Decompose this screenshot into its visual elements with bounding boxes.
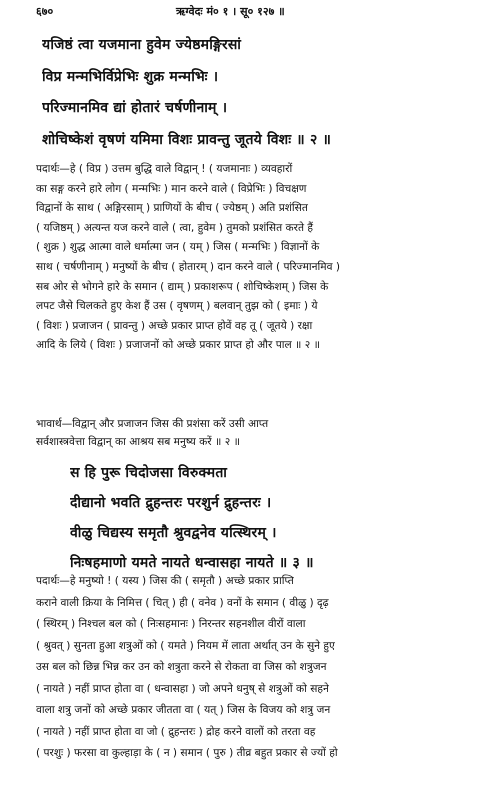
- text-line: ( विशः ) प्रजाजन ( प्रावन्तु ) अच्छे प्रकार प्राप्त होवें वह तू ( जूतये ) रक्षा: [36, 319, 313, 332]
- mantra-line: निःषहमाणो यमते नायते धन्वासहा नायते ॥ ३ ॥: [70, 555, 314, 571]
- page-number: ६७०: [36, 5, 54, 18]
- text-line: सर्वशास्त्रवेत्ता विद्वान् का आश्रय सब मनुष्य करें ॥ २ ॥: [36, 436, 240, 448]
- text-line: आदि के लिये ( विशः ) प्रजाजनों को अच्छे प्रकार प्राप्त हो और पाल ॥ २ ॥: [36, 339, 320, 352]
- page-header: [36, 4, 459, 22]
- text-line: पदार्थः—हे ( विप्र ) उत्तम बुद्धि वाले विद्वान् ! ( यजमानाः ) व्यवहारों: [36, 163, 293, 175]
- mantra-3: [70, 458, 489, 578]
- text-line: वाला शत्रु जनों को अच्छे प्रकार जीतता वा ( यत् ) जिस के विजय को शत्रु जन: [36, 704, 331, 716]
- mantra-line: यजिष्ठं त्वा यजमाना हुवेम ज्येष्ठमङ्गिरसां: [42, 37, 242, 53]
- text-line: ( श्रुवत् ) सुनता हुआ शत्रुओं को ( यमते ) नियम में लाता अर्थात् उन के सुने हुए: [36, 639, 335, 652]
- mantra-line: वीळु चिद्यस्य समृतौ श्रुवद्वनेव यत्स्थिरम् ।: [70, 525, 277, 541]
- mantra-line: परिज्मानमिव द्यां होतारं चर्षणीनाम् ।: [42, 100, 228, 116]
- text-line: सब ओर से भोगने हारे के समान ( द्याम् ) प्रकाशरूप ( शोचिष्केशम् ) जिस के: [36, 280, 329, 293]
- text-line: ( शुक्र ) शुद्ध आत्मा वाले धर्मात्मा जन ( यम् ) जिस ( मन्मभिः ) विज्ञानों के: [36, 241, 320, 254]
- bhavartha-paragraph-2: [36, 415, 476, 451]
- text-line: उस बल को छिन्न भिन्न कर उन को शत्रुता करने से रोकता वा जिस को शत्रुजन: [36, 661, 327, 673]
- running-header-reference: ऋग्वेदः मं० १ । सू० १२७ ॥: [176, 5, 285, 18]
- mantra-2: [42, 30, 489, 156]
- text-line: कराने वाली क्रिया के निमित्त ( चित् ) ही ( वनेव ) वनों के समान ( वीळु ) दृढ़: [36, 596, 329, 609]
- text-line: पदार्थः—हे मनुष्यो ! ( यस्य ) जिस की ( समृतौ ) अच्छे प्रकार प्राप्ति: [36, 575, 294, 587]
- text-line: ( स्थिरम् ) निश्चल बल को ( निःसहमानः ) निरन्तर सहनशील वीरों वाला: [36, 618, 306, 630]
- mantra-line: दीद्यानो भवति द्रुहन्तरः परशुर्न द्रुहन्तरः ।: [70, 495, 272, 511]
- padartha-paragraph-2: [36, 160, 476, 356]
- mantra-line: शोचिष्केशं वृषणं यमिमा विशः प्रावन्तु जूतये विशः ॥ २ ॥: [42, 131, 332, 148]
- text-line: साथ ( चर्षणीनाम् ) मनुष्यों के बीच ( होतारम् ) दान करने वाले ( परिज्मानमिव ): [36, 260, 341, 273]
- text-line: भावार्थ—विद्वान् और प्रजाजन जिस की प्रशंसा करें उसी आप्त: [36, 418, 269, 430]
- text-line: ( यजिष्ठम् ) अत्यन्त यज करने वाले ( त्वा, हुवेम ) तुमको प्रशंसित करते हैं: [36, 221, 313, 234]
- text-line: ( परशुः ) फरसा वा कुल्हाड़ा के ( न ) समान ( पुरु ) तीव्र बहुत प्रकार से ज्यों हो: [36, 747, 338, 759]
- text-line: का सङ्ग करने हारे लोग ( मन्मभिः ) मान करने वाले ( विप्रेभिः ) विचक्षण: [36, 182, 307, 195]
- mantra-line: स हि पुरू चिदोजसा विरुक्मता: [70, 465, 228, 481]
- text-line: लपट जैसे चिलकते हुए केश हैं उस ( वृषणम् ) बलवान् तुझ को ( इमाः ) ये: [36, 300, 318, 313]
- padartha-paragraph-3: [36, 571, 476, 765]
- text-line: विद्वानों के साथ ( अङ्गिरसाम् ) प्राणियों के बीच ( ज्येष्ठम् ) अति प्रशंसित: [36, 202, 308, 215]
- mantra-line: विप्र मन्मभिर्विप्रेभिः शुक्र मन्मभिः ।: [42, 68, 219, 85]
- text-line: ( नायते ) नहीं प्राप्त होता वा जो ( द्रुहन्तरः ) द्रोह करने वालों को तरता वह: [36, 725, 316, 738]
- text-line: ( नायते ) नहीं प्राप्त होता वा ( धन्वासहा ) जो अपने धनुष् से शत्रुओं को सहने: [36, 682, 329, 695]
